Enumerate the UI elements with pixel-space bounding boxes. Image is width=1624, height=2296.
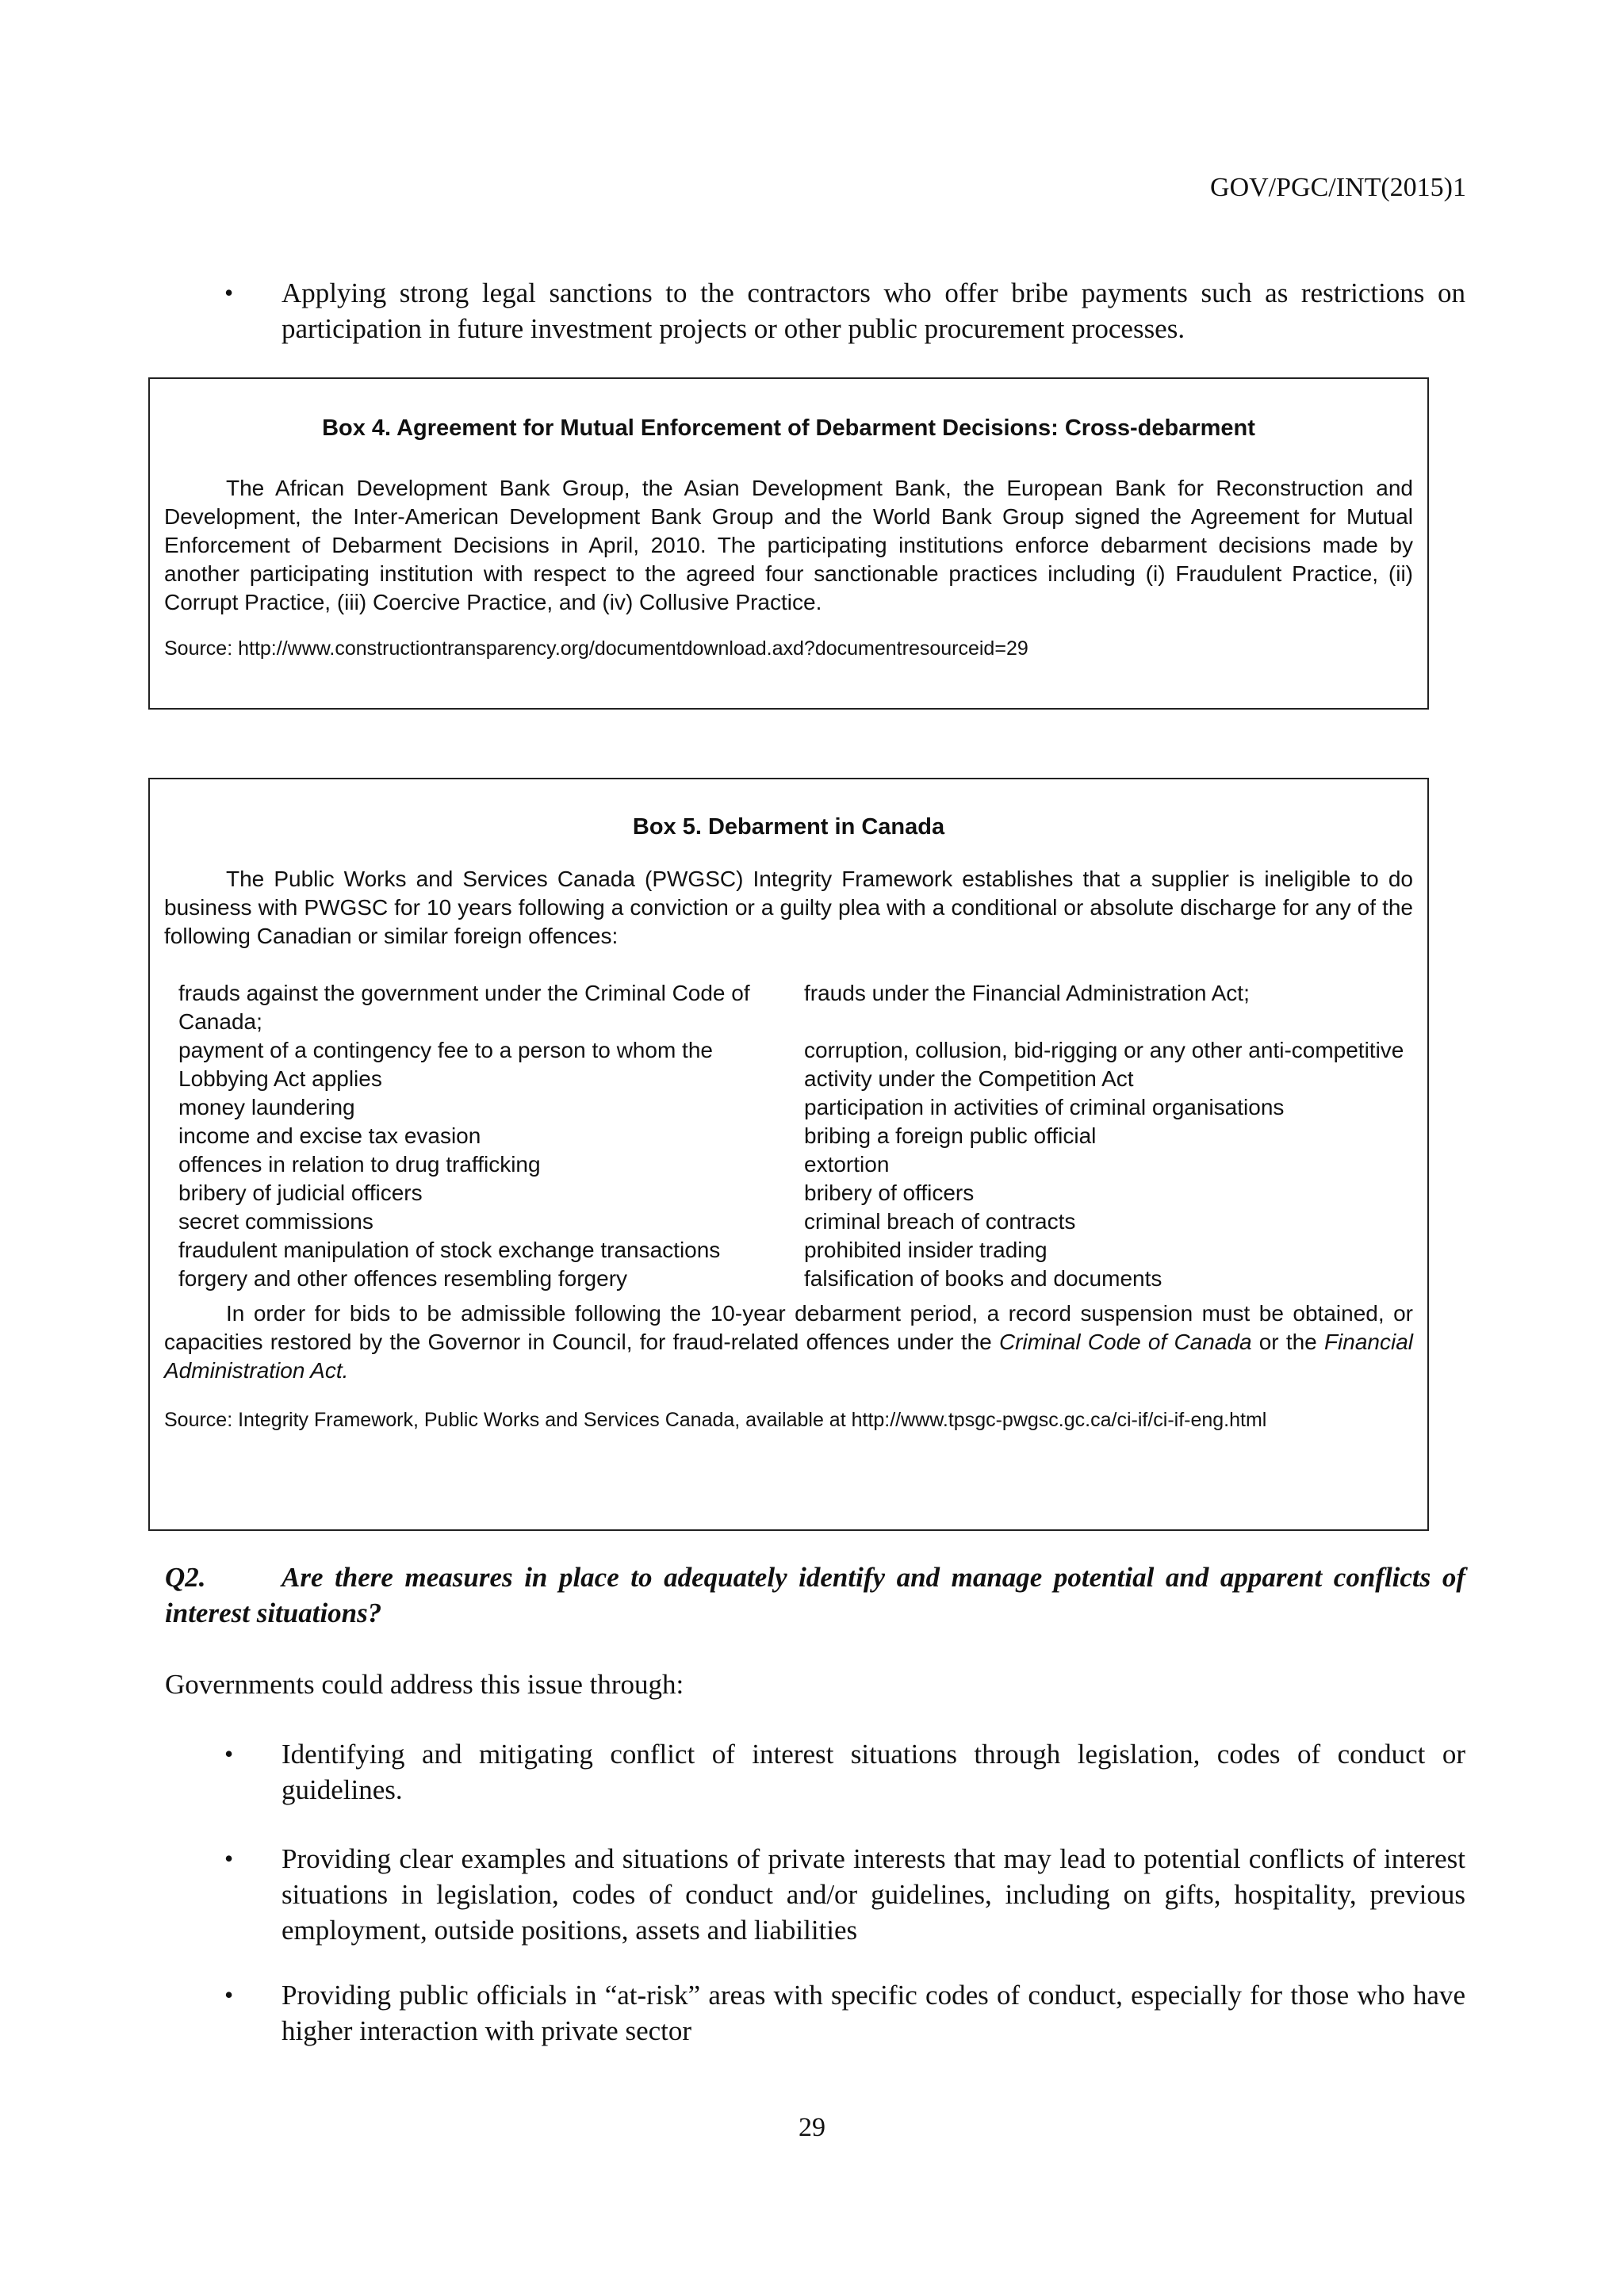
bullet-item — [165, 1841, 1465, 1948]
offence-left: bribery of judicial officers — [178, 1181, 423, 1205]
bullet-item — [165, 1736, 1465, 1808]
offence-left: money laundering — [178, 1095, 355, 1119]
offence-left: fraudulent manipulation of stock exchange transactions — [178, 1238, 721, 1262]
box-4-source: Source: http://www.constructiontransparency.org/documentdownload.axd?documentresourceid=29 — [164, 637, 1028, 660]
closing-text: In order for bids to be admissible following the 10-year debarment period, a record suspension must be obtained, or capacities restored by the Governor in Council, for fraud-related offences under the — [164, 1301, 1413, 1354]
offence-right: falsification of books and documents — [804, 1266, 1162, 1291]
closing-text: or the — [1251, 1330, 1324, 1354]
box-4 — [148, 377, 1429, 710]
offence-right: bribing a foreign public official — [804, 1123, 1097, 1148]
offence-left: secret commissions — [178, 1209, 373, 1234]
offence-right: prohibited insider trading — [804, 1238, 1048, 1262]
box-5-intro: The Public Works and Services Canada (PWGSC) Integrity Framework establishes that a supplier is ineligible to do business with PWGSC for 10 years following a conviction or a guilty plea with a conditional or absolute discharge for any of the following Canadian or similar foreign offences: — [164, 867, 1413, 948]
bullet-icon: • — [224, 1739, 234, 1768]
box-5-closing — [164, 1299, 1413, 1385]
box-5 — [148, 778, 1429, 1531]
bullet-item-sanctions — [165, 275, 1465, 346]
bullet-text: Providing clear examples and situations of private interests that may lead to potential conflicts of interest situations in legislation, codes of conduct and/or guidelines, including on gifts, hospitality, previous employment, outside positions, assets and liabilities — [282, 1843, 1465, 1946]
bullet-item — [165, 1977, 1465, 2049]
offence-right: frauds under the Financial Administration Act; — [804, 981, 1250, 1005]
question-heading — [165, 1559, 1465, 1631]
question-number: Q2. — [165, 1562, 206, 1593]
offence-right: criminal breach of contracts — [804, 1209, 1076, 1234]
box-4-title: Box 4. Agreement for Mutual Enforcement of Debarment Decisions: Cross-debarment — [322, 415, 1255, 441]
intro-paragraph: Governments could address this issue through: — [165, 1669, 684, 1700]
offence-left: frauds against the government under the Criminal Code of Canada; — [178, 981, 750, 1034]
offence-right: extortion — [804, 1152, 890, 1177]
bullet-text: Applying strong legal sanctions to the contractors who offer bribe payments such as restrictions on participation in future investment projects or other public procurement processes. — [282, 277, 1465, 344]
offence-left: offences in relation to drug trafficking — [178, 1152, 541, 1177]
bullet-icon: • — [224, 1844, 234, 1873]
offence-left: forgery and other offences resembling forgery — [178, 1266, 628, 1291]
bullet-icon: • — [224, 1980, 234, 2009]
document-code: GOV/PGC/INT(2015)1 — [1210, 173, 1466, 202]
offence-left: income and excise tax evasion — [178, 1123, 481, 1148]
box-5-source: Source: Integrity Framework, Public Works and Services Canada, available at http://www.tpsgc-pwgsc.gc.ca/ci-if/ci-if-eng.html — [164, 1409, 1267, 1431]
offence-left: payment of a contingency fee to a person to whom the Lobbying Act applies — [178, 1038, 713, 1091]
offence-right: bribery of officers — [804, 1181, 975, 1205]
offence-right: participation in activities of criminal organisations — [804, 1095, 1285, 1119]
offences-table — [164, 979, 1413, 1293]
page-number: 29 — [799, 2113, 825, 2142]
bullet-text: Providing public officials in “at-risk” areas with specific codes of conduct, especially for those who have higher interaction with private sector — [282, 1980, 1465, 2046]
act-name-financial-administration: Financial Administration Act. — [164, 1330, 1413, 1383]
act-name-criminal-code: Criminal Code of Canada — [998, 1330, 1252, 1354]
bullet-icon: • — [224, 278, 234, 307]
offence-right: corruption, collusion, bid-rigging or any other anti-competitive activity under the Competition Act — [804, 1038, 1404, 1091]
box-5-title: Box 5. Debarment in Canada — [632, 814, 945, 840]
bullet-text: Identifying and mitigating conflict of interest situations through legislation, codes of conduct or guidelines. — [282, 1739, 1465, 1805]
box-4-body: The African Development Bank Group, the Asian Development Bank, the European Bank for Reconstruction and Development, the Inter-American Development Bank Group and the World Bank Group signed the Agreement for Mutual Enforcement of Debarment Decisions in April, 2010. The participating institutions enforce debarment decisions made by another participating institution with respect to the agreed four sanctionable practices including (i) Fraudulent Practice, (ii) Corrupt Practice, (iii) Coercive Practice, and (iv) Collusive Practice. — [164, 476, 1413, 614]
question-text: Are there measures in place to adequately identify and manage potential and apparent conflicts of interest situations? — [165, 1562, 1465, 1628]
